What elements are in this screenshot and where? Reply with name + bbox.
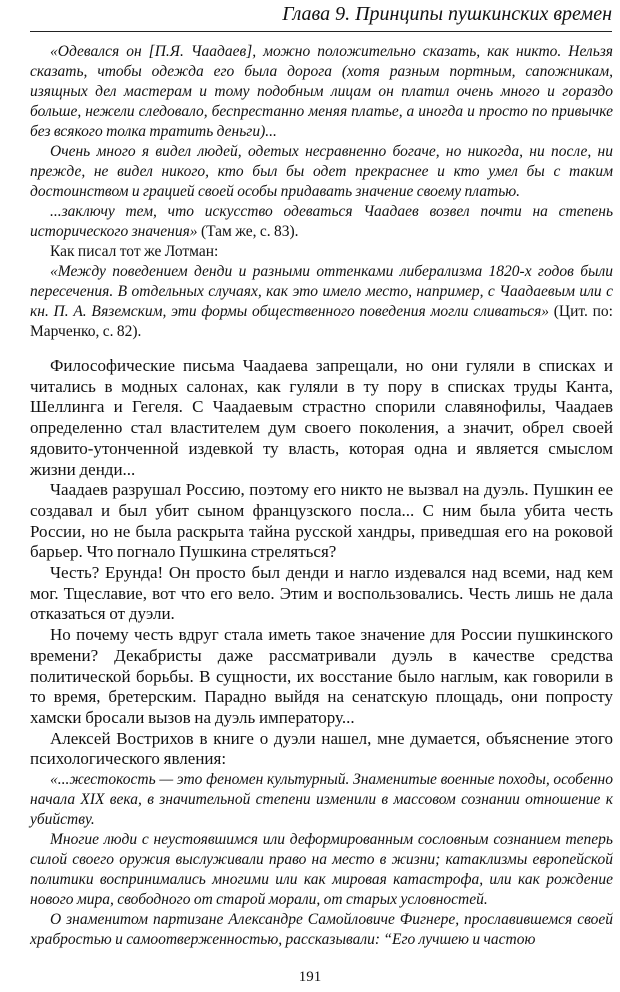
quote-paragraph: «...жестокость — это феномен культурный. Знаменитые военные походы, особенно начала XIX века, в значительной степени изменили в массовом сознании отношение к убийству.: [30, 771, 613, 829]
quote-paragraph: О знаменитом партизане Александре Самойловиче Фигнере, прославившемся своей храбростью и самоотверженностью, рассказывали: “Его лучшею и частою: [30, 911, 613, 949]
paragraph-gap: [30, 342, 613, 356]
quote-paragraph: Очень много я видел людей, одетых несравненно богаче, но никогда, ни после, ни прежде, не видел никого, кто был бы одет прекраснее и кто умел бы с таким достоинством и грацией своей особы придавать значение своему платью.: [30, 143, 613, 200]
page-number: 191: [298, 969, 322, 985]
body-paragraph: Чаадаев разрушал Россию, поэтому его никто не вызвал на дуэль. Пушкин ее создавал и был убит сыном французского посла... С ним была убита честь России, но не была раскрыта тайна русской хандры, приведшая его на роковой барьер. Что погнало Пушкина стреляться?: [30, 480, 613, 562]
quote-text: «Между поведением денди и разными оттенками либерализма 1820-х годов были пересечения. В отдельных случаях, как это имело место, например, с Чаадаевым или с кн. П. А. Вяземским, эти формы общественного поведения могли сливаться»: [30, 263, 613, 320]
running-header: [0, 0, 620, 36]
body-paragraph: Честь? Ерунда! Он просто был денди и нагло издевался над всеми, над кем мог. Тщеславие, вот что его вело. Этим и воспользовались. Честь лишь не дала отказаться от дуэли.: [30, 563, 613, 624]
citation: (Там же, с. 83).: [197, 223, 299, 240]
quote-text: ...заключу тем, что искусство одеваться Чаадаев возвел почти на степень исторического значения»: [30, 203, 613, 240]
body-paragraph: Философические письма Чаадаева запрещали, но они гуляли в списках и читались в модных салонах, как гуляли в ту пору в списках труды Канта, Шеллинга и Гегеля. С Чаадаевым страстно спорили славянофилы, Чаадаев определенно стал властителем дум своего поколения, а значит, обрел своей ядовито-утонченной издевкой ту власть, которая одна и является смыслом жизни денди...: [30, 356, 613, 479]
quote-paragraph: [30, 262, 613, 342]
quote-paragraph: [30, 202, 613, 242]
chapter-title: Глава 9. Принципы пушкинских времен: [282, 3, 612, 25]
header-rule: [30, 31, 612, 32]
body-paragraph: Алексей Вострихов в книге о дуэли нашел, мне думается, объяснение этого психологического явления:: [30, 728, 613, 769]
page-body: [30, 42, 613, 950]
quote-paragraph: «Одевался он [П.Я. Чаадаев], можно положительно сказать, как никто. Нельзя сказать, чтобы одежда его была дорога (хотя разным портным, сапожникам, изящных дел мастерам и тому подобным лицам он платил очень много и гораздо больше, нежели следовало, беспрестанно меняя платье, а иногда и просто по привычке без всякого толка тратить деньги)...: [30, 43, 613, 140]
body-paragraph: Но почему честь вдруг стала иметь такое значение для России пушкинского времени? Декабристы даже рассматривали дуэль в качестве средства политической борьбы. В сущности, их восстание было наглым, как говорили в то время, бретерским. Парадно выйдя на сенатскую площадь, они попросту хамски бросали вызов на дуэль императору...: [30, 625, 613, 727]
intro-paragraph: Как писал тот же Лотман:: [50, 243, 219, 260]
citation: (Цит. по: Марченко, с. 82).: [30, 303, 613, 340]
quote-paragraph: Многие люди с неустоявшимся или деформированным сословным сознанием теперь силой своего оружия выслуживали право на место в жизни; катаклизмы европейской политики воспринимались многими или как мировая катастрофа, или как рождение нового мира, свободного от старой морали, от старых условностей.: [30, 831, 613, 909]
